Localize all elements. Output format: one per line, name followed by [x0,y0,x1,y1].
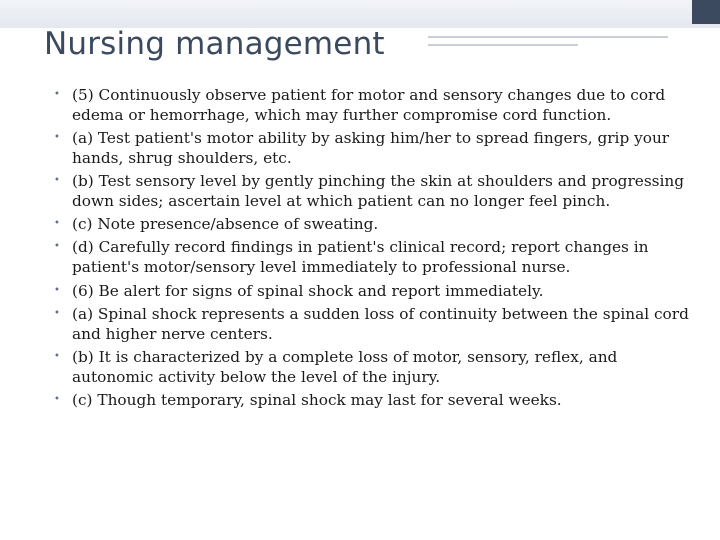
bullet-text: (c) Note presence/absence of sweating. [72,215,379,233]
bullet-text: (b) It is characterized by a complete loss of motor, sensory, reflex, and autonomic activity below the level of the injury. [72,348,618,386]
bullet-item [54,85,694,125]
corner-accent [692,0,720,24]
bullet-item [54,214,694,234]
bullet-item [54,128,694,168]
bullet-icon: • [54,241,60,252]
bullet-text: (5) Continuously observe patient for motor and sensory changes due to cord edema or hemorrhage, which may further compromise cord function. [72,86,666,124]
title-rule-lower [428,44,578,46]
bullet-item [54,390,694,410]
bullet-icon: • [54,218,60,229]
bullet-icon: • [54,394,60,405]
bullet-text: (c) Though temporary, spinal shock may last for several weeks. [72,391,562,409]
bullet-list [54,85,694,410]
bullet-icon: • [54,351,60,362]
bullet-item [54,281,694,301]
slide-title: Nursing management [44,26,385,62]
bullet-item [54,237,694,277]
bullet-text: (a) Spinal shock represents a sudden loss of continuity between the spinal cord and higher nerve centers. [72,305,689,343]
bullet-item [54,347,694,387]
bullet-icon: • [54,175,60,186]
bullet-icon: • [54,308,60,319]
title-rule-upper [428,36,668,38]
bullet-text: (d) Carefully record findings in patient's clinical record; report changes in patient's motor/sensory level immediately to professional nurse. [72,238,649,276]
bullet-item [54,171,694,211]
bullet-text: (6) Be alert for signs of spinal shock and report immediately. [72,282,544,300]
bullet-item [54,304,694,344]
bullet-text: (a) Test patient's motor ability by asking him/her to spread fingers, grip your hands, shrug shoulders, etc. [72,129,670,167]
bullet-text: (b) Test sensory level by gently pinching the skin at shoulders and progressing down sides; ascertain level at which patient can no longer feel pinch. [72,172,685,210]
bullet-icon: • [54,132,60,143]
bullet-icon: • [54,89,60,100]
bullet-icon: • [54,285,60,296]
